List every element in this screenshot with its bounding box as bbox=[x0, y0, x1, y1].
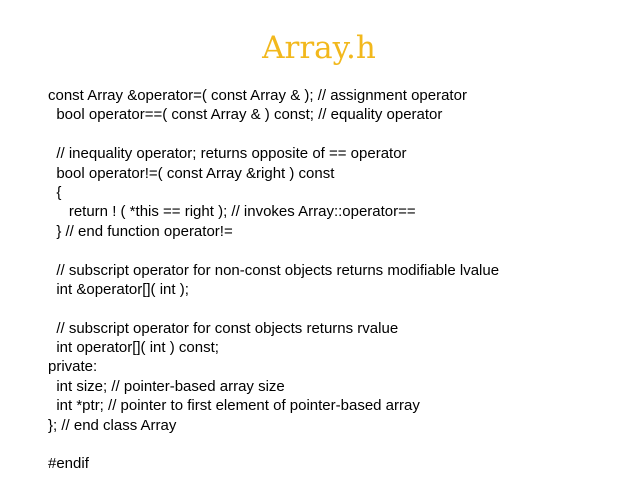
code-line: #endif bbox=[48, 455, 89, 473]
code-line: // inequality operator; returns opposite of == operator bbox=[48, 145, 407, 163]
code-line: private: bbox=[48, 358, 98, 376]
code-line: bool operator==( const Array & ) const; // equality operator bbox=[48, 106, 443, 124]
code-line: int &operator[]( int ); bbox=[48, 280, 189, 298]
code-line: } // end function operator!= bbox=[48, 222, 233, 240]
code-line: // subscript operator for non-const objects returns modifiable lvalue bbox=[48, 261, 500, 279]
code-line: int size; // pointer-based array size bbox=[48, 377, 285, 395]
code-line: return ! ( *this == right ); // invokes Array::operator== bbox=[48, 203, 416, 221]
code-line bbox=[48, 435, 628, 454]
code-line: bool operator!=( const Array &right ) const bbox=[48, 164, 335, 182]
code-line: int *ptr; // pointer to first element of pointer-based array bbox=[48, 397, 420, 415]
code-block bbox=[48, 86, 628, 474]
code-line bbox=[48, 241, 628, 260]
code-line bbox=[48, 299, 628, 318]
slide-title: Array.h bbox=[262, 30, 376, 66]
code-line: // subscript operator for const objects returns rvalue bbox=[48, 319, 399, 337]
code-line: int operator[]( int ) const; bbox=[48, 339, 219, 357]
code-line: { bbox=[48, 183, 62, 201]
code-line bbox=[48, 125, 628, 144]
code-line: }; // end class Array bbox=[48, 416, 177, 434]
code-line: const Array &operator=( const Array & ); // assignment operator bbox=[48, 87, 467, 104]
